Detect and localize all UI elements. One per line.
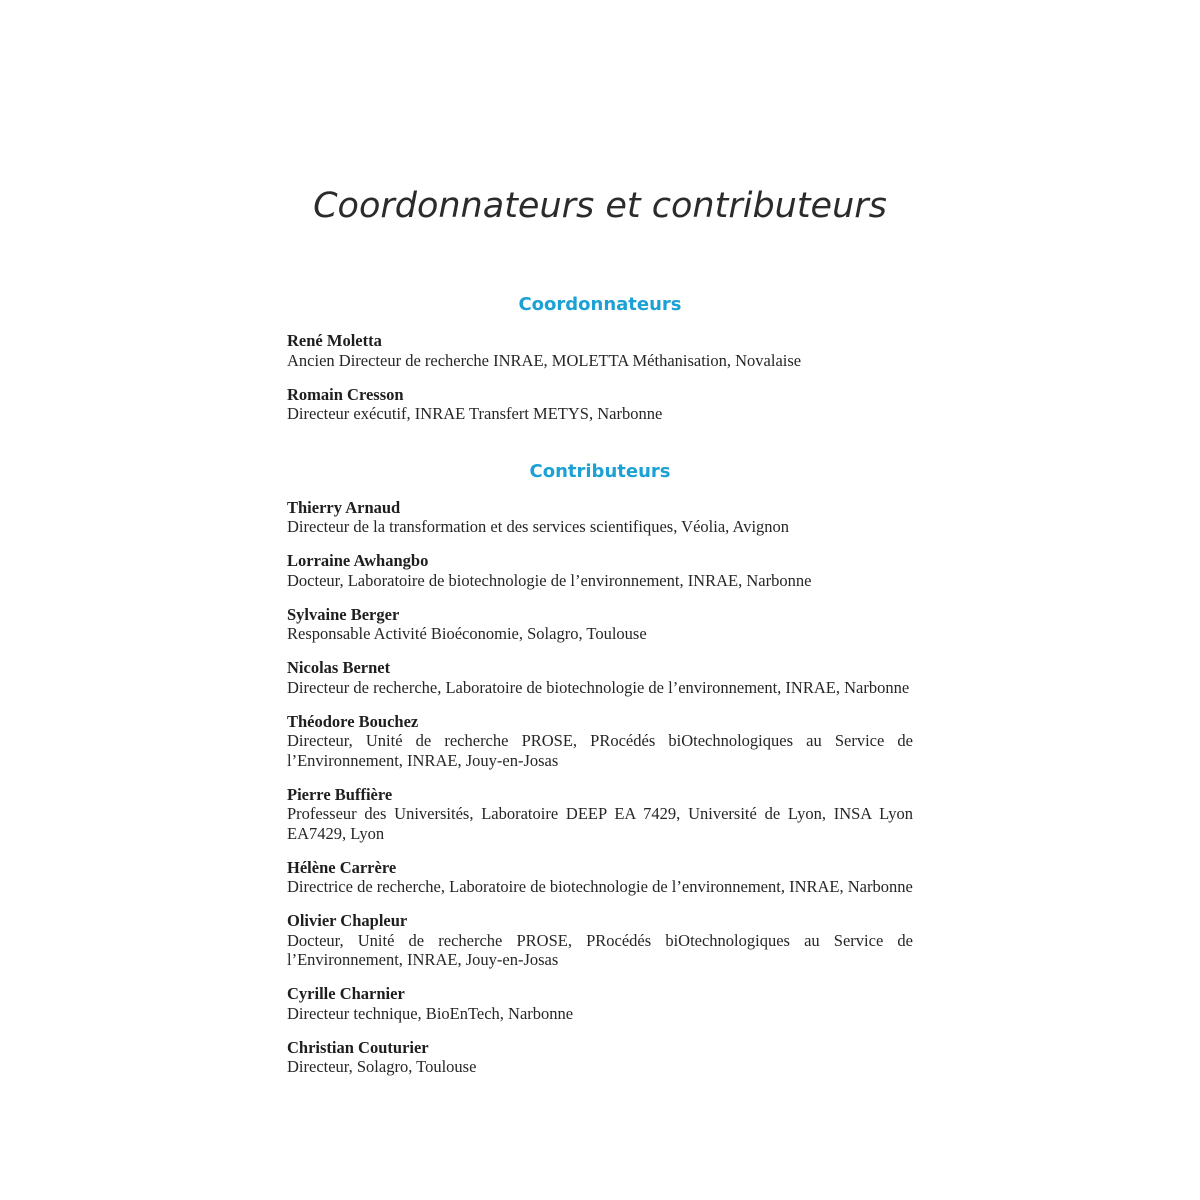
person-entry	[287, 605, 913, 644]
person-entry	[287, 331, 913, 370]
person-name: Hélène Carrère	[287, 857, 397, 877]
person-entry	[287, 858, 913, 897]
person-affiliation: Directeur technique, BioEnTech, Narbonne	[287, 1003, 574, 1023]
person-entry	[287, 984, 913, 1023]
person-affiliation: Ancien Directeur de recherche INRAE, MOLETTA Méthanisation, Novalaise	[287, 350, 802, 370]
section-heading-contributeurs: Contributeurs	[529, 460, 671, 482]
person-affiliation: Directeur, Unité de recherche PROSE, PRocédés biOtechnologiques au Service de l’Environnement, INRAE, Jouy-en-Josas	[287, 731, 913, 770]
person-entry	[287, 498, 913, 537]
person-affiliation: Directeur de la transformation et des services scientifiques, Véolia, Avignon	[287, 517, 790, 536]
coordonnateurs-list	[287, 331, 913, 424]
person-name: Olivier Chapleur	[287, 911, 408, 930]
person-entry	[287, 551, 913, 590]
person-entry	[287, 785, 913, 844]
person-affiliation: Responsable Activité Bioéconomie, Solagro, Toulouse	[287, 624, 647, 643]
section-contributeurs	[287, 460, 913, 1077]
person-entry	[287, 712, 913, 771]
person-name: Christian Couturier	[287, 1037, 429, 1057]
person-affiliation: Directrice de recherche, Laboratoire de biotechnologie de l’environnement, INRAE, Narbonne	[287, 877, 913, 896]
page-title: Coordonnateurs et contributeurs	[313, 186, 887, 226]
person-name: Sylvaine Berger	[287, 604, 400, 624]
person-name: Nicolas Bernet	[287, 658, 391, 677]
person-entry	[287, 1038, 913, 1077]
person-affiliation: Directeur exécutif, INRAE Transfert METYS, Narbonne	[287, 404, 663, 423]
person-name: Lorraine Awhangbo	[287, 551, 429, 570]
person-entry	[287, 911, 913, 970]
contributeurs-list	[287, 498, 913, 1077]
person-name: Thierry Arnaud	[287, 497, 401, 517]
person-entry	[287, 385, 913, 424]
person-name: Cyrille Charnier	[287, 984, 405, 1003]
person-affiliation: Directeur de recherche, Laboratoire de biotechnologie de l’environnement, INRAE, Narbonne	[287, 677, 910, 697]
section-coordonnateurs	[287, 293, 913, 424]
person-affiliation: Directeur, Solagro, Toulouse	[287, 1057, 477, 1076]
person-affiliation: Professeur des Universités, Laboratoire DEEP EA 7429, Université de Lyon, INSA Lyon EA7429, Lyon	[287, 804, 913, 843]
person-affiliation: Docteur, Laboratoire de biotechnologie de l’environnement, INRAE, Narbonne	[287, 570, 812, 590]
section-heading-coordonnateurs: Coordonnateurs	[518, 294, 682, 315]
person-affiliation: Docteur, Unité de recherche PROSE, PRocédés biOtechnologiques au Service de l’Environnement, INRAE, Jouy-en-Josas	[287, 930, 913, 969]
person-name: Théodore Bouchez	[287, 711, 419, 731]
person-entry	[287, 658, 913, 697]
person-name: Pierre Buffière	[287, 784, 393, 804]
person-name: René Moletta	[287, 331, 382, 350]
person-name: Romain Cresson	[287, 384, 404, 404]
content-column	[287, 293, 913, 1077]
